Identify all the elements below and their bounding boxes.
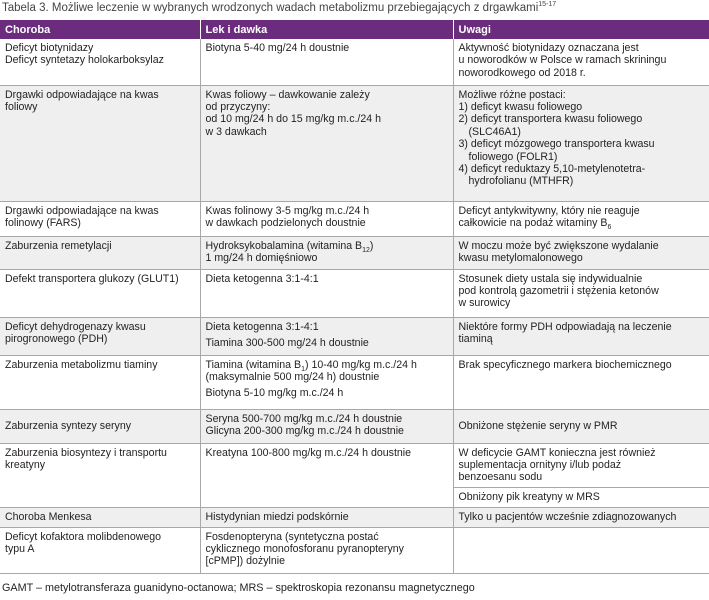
- notes-cell: Aktywność biotynidazy oznaczana jest u noworodków w Polsce w ramach skriningu noworodkowego od 2018 r.: [453, 39, 709, 85]
- disease-cell: Deficyt biotynidazy Deficyt syntetazy holokarboksylaz: [0, 39, 200, 85]
- disease-cell: Zaburzenia remetylacji: [0, 236, 200, 269]
- table-row: [0, 527, 709, 573]
- notes-cell: [453, 527, 709, 573]
- disease-cell: Choroba Menkesa: [0, 507, 200, 527]
- disease-cell: Zaburzenia syntezy seryny: [0, 409, 200, 443]
- table-row: [0, 317, 709, 355]
- table-row: [0, 85, 709, 201]
- treatment-table: [0, 20, 709, 574]
- disease-cell: Defekt transportera glukozy (GLUT1): [0, 269, 200, 317]
- dose-cell: Seryna 500-700 mg/kg m.c./24 h doustnie Glicyna 200-300 mg/kg m.c./24 h doustnie: [200, 409, 453, 443]
- caption-reference: 15-17: [538, 1, 557, 8]
- subscript: 6: [607, 224, 612, 232]
- notes-cell: Brak specyficznego markera biochemicznego: [453, 355, 709, 409]
- disease-cell: Drgawki odpowiadające na kwas foliowy: [0, 85, 200, 201]
- dose-cell: Hydroksykobalamina (witamina $B_{12}$) 1 mg/24 h domięśniowo: [200, 236, 453, 269]
- dose-cell: Fosdenopteryna (syntetyczna postać cyklicznego monofosforanu pyranopteryny [cPMP]) dożylnie: [200, 527, 453, 573]
- notes-cell: Deficyt antykwitywny, który nie reaguje całkowicie na podaż witaminy $B_6$: [453, 201, 709, 236]
- dose-cell: Histydynian miedzi podskórnie: [200, 507, 453, 527]
- disease-cell: Drgawki odpowiadające na kwas folinowy (FARS): [0, 201, 200, 236]
- subscript: 1: [301, 365, 305, 373]
- header-dose: Lek i dawka: [200, 20, 453, 39]
- notes-cell: Możliwe różne postaci: 1) deficyt kwasu foliowego 2) deficyt transportera kwasu foliowego (SLC46A1) 3) deficyt mózgowego transportera kwasu foliowego (FOLR1) 4) deficyt reduktazy 5,10-metylenotetra- hydrofolianu (MTHFR): [453, 85, 709, 201]
- notes-cell: Niektóre formy PDH odpowiadają na leczenie tiaminą: [453, 317, 709, 355]
- notes-cell: W moczu może być zwiększone wydalanie kwasu metylomalonowego: [453, 236, 709, 269]
- table-row: [0, 507, 709, 527]
- disease-cell: Zaburzenia biosyntezy i transportu kreatyny: [0, 443, 200, 507]
- dose-cell: Tiamina (witamina $B_1$) 10-40 mg/kg m.c./24 h (maksymalnie 500 mg/24 h) doustnie Biotyna 5-10 mg/kg m.c./24 h: [200, 355, 453, 409]
- header-disease: Choroba: [0, 20, 200, 39]
- table-caption: [2, 1, 556, 14]
- disease-cell: Deficyt dehydrogenazy kwasu pirogronowego (PDH): [0, 317, 200, 355]
- table-row: [0, 355, 709, 409]
- notes-cell: Tylko u pacjentów wcześnie zdiagnozowanych: [453, 507, 709, 527]
- table-row: [0, 236, 709, 269]
- dose-cell: Biotyna 5-40 mg/24 h doustnie: [200, 39, 453, 85]
- header-notes: Uwagi: [453, 20, 709, 39]
- notes-cell: Obniżone stężenie seryny w PMR: [453, 409, 709, 443]
- subscript: 12: [362, 246, 370, 254]
- dose-cell: Dieta ketogenna 3:1-4:1: [200, 269, 453, 317]
- dose-cell: Dieta ketogenna 3:1-4:1 Tiamina 300-500 mg/24 h doustnie: [200, 317, 453, 355]
- table-header-row: [0, 20, 709, 39]
- table-row: [0, 39, 709, 85]
- disease-cell: Zaburzenia metabolizmu tiaminy: [0, 355, 200, 409]
- caption-text: Tabela 3. Możliwe leczenie w wybranych wrodzonych wadach metabolizmu przebiegających z drgawkami: [2, 1, 539, 14]
- notes-cell: Stosunek diety ustala się indywidualnie pod kontrolą gazometrii i stężenia ketonów w surowicy: [453, 269, 709, 317]
- table-footnote: GAMT – metylotransferaza guanidyno-octanowa; MRS – spektroskopia rezonansu magnetycznego: [2, 582, 475, 594]
- table-row: [0, 409, 709, 443]
- dose-cell: Kwas folinowy 3-5 mg/kg m.c./24 h w dawkach podzielonych doustnie: [200, 201, 453, 236]
- table-row: [0, 201, 709, 236]
- dose-cell: Kreatyna 100-800 mg/kg m.c./24 h doustnie: [200, 443, 453, 507]
- notes-cell: W deficycie GAMT konieczna jest również suplementacja ornityny i/lub podaż benzoesanu sodu Obniżony pik kreatyny w MRS: [453, 443, 709, 507]
- table-row: [0, 269, 709, 317]
- dose-cell: Kwas foliowy – dawkowanie zależy od przyczyny: od 10 mg/24 h do 15 mg/kg m.c./24 h w 3 dawkach: [200, 85, 453, 201]
- disease-cell: Deficyt kofaktora molibdenowego typu A: [0, 527, 200, 573]
- table-row: [0, 443, 709, 507]
